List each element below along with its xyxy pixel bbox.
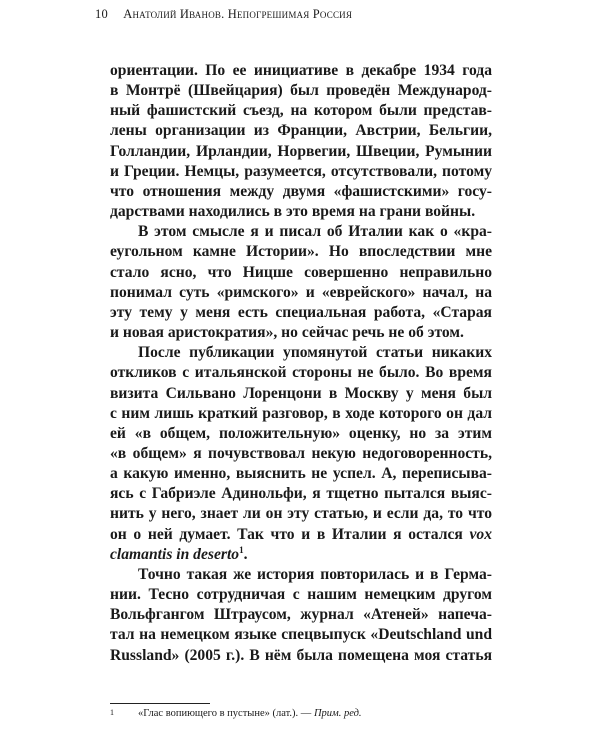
footnote-mark: 1: [110, 708, 114, 717]
text-line-content: После публикации упомянутой статьи никаких: [138, 344, 492, 362]
text-line: [110, 504, 492, 524]
text-line-content: ей «в общем, положительную» оценку, но за этим: [110, 424, 492, 442]
text-line: [110, 182, 492, 202]
text-line-content: он о ней думает. Так что и в Италии я остался: [110, 525, 470, 543]
punctuation: .: [243, 545, 248, 563]
running-title: Анатолий Иванов. Непогрешимая Россия: [123, 7, 353, 21]
text-line: [110, 323, 492, 343]
text-line: [110, 242, 492, 262]
text-line-content: визита Сильвано Лоренцони в Москву у меня был: [110, 384, 492, 402]
italic-latin-phrase: clamantis in deserto: [110, 545, 240, 563]
text-line: [110, 162, 492, 182]
text-line: [110, 545, 492, 565]
text-line-content: тал на немецком языке спецвыпуск «Deutschland und: [110, 626, 492, 644]
text-line-content: ориентации. По ее инициативе в декабре 1934 года: [110, 62, 492, 79]
text-line: [110, 283, 492, 303]
footnote: [110, 708, 362, 719]
text-line-content: Голландии, Ирландии, Норвегии, Швеции, Румынии: [110, 142, 492, 160]
text-line-content: лены организации из Франции, Австрии, Бельгии,: [110, 122, 492, 140]
text-line: [110, 625, 492, 645]
text-line-content: «в общем» я почувствовал некую недоговоренность,: [110, 444, 492, 462]
text-line-content: Russland» (2005 г.). В нём была помещена моя статья: [110, 646, 492, 664]
text-line-content: ный фашистский съезд, на котором были представ-: [110, 102, 492, 120]
text-line-content: эту тему у меня есть специальная работа, «Старая: [110, 303, 492, 321]
text-line-content: и новая аристократия», но сейчас речь не об этом.: [110, 324, 464, 342]
text-line: [110, 363, 492, 383]
text-line: [110, 484, 492, 504]
text-line-content: дарствами находились в это время на грани войны.: [110, 203, 476, 221]
text-line: [110, 61, 492, 81]
text-line: [110, 121, 492, 141]
text-line: [110, 605, 492, 625]
text-line-content: ясь с Габриэле Адинольфи, я тщетно пытался выяс-: [110, 485, 492, 503]
text-line-content: откликов с итальянской стороны не было. Во время: [110, 364, 492, 382]
text-line: [110, 464, 492, 484]
text-line: [110, 81, 492, 101]
footnote-editor-note: Прим. ред.: [313, 708, 362, 719]
text-line-content: нить у него, знает ли он эту статью, и если да, то что: [110, 505, 492, 523]
text-line: [110, 404, 492, 424]
footnote-divider: [110, 703, 210, 704]
text-line: [110, 565, 492, 585]
text-line: [110, 424, 492, 444]
text-line-content: понимал суть «римского» и «еврейского» начал, на: [110, 283, 492, 301]
text-line-content: стало ясно, что Ницше совершенно неправильно: [110, 263, 492, 281]
text-line: [110, 343, 492, 363]
text-line: [110, 384, 492, 404]
text-line-content: а какую именно, выяснить не успел. А, переписыва-: [110, 465, 492, 483]
text-line-content: Точно такая же история повторилась и в Герма-: [138, 565, 492, 583]
text-line: [110, 525, 492, 545]
italic-latin-phrase: vox: [469, 525, 492, 543]
body-text: [110, 61, 492, 666]
text-line-content: еугольном камне Истории». Но впоследствии мне: [110, 243, 492, 261]
text-line: [110, 142, 492, 162]
page-number: 10: [95, 7, 108, 21]
text-line-content: что отношения между двумя «фашистскими» госу-: [110, 182, 492, 200]
running-header: [95, 7, 352, 22]
text-line: [110, 303, 492, 323]
text-line-content: в Монтрё (Швейцария) был проведён Международ-: [110, 82, 492, 100]
text-line: [110, 222, 492, 242]
text-line: [110, 585, 492, 605]
text-line: [110, 101, 492, 121]
text-line: [110, 444, 492, 464]
footnote-reference[interactable]: 1: [239, 544, 244, 555]
text-line-content: и Греции. Немцы, разумеется, отсутствовали, потому: [110, 162, 492, 180]
text-line-content: Вольфгангом Штраусом, журнал «Атеней» напеча-: [110, 606, 492, 624]
text-line: [110, 202, 492, 222]
text-line: [110, 263, 492, 283]
text-line-content: с ним лишь краткий разговор, в ходе которого он дал: [110, 404, 492, 422]
text-line-content: нии. Тесно сотрудничая с нашим немецким другом: [110, 586, 492, 604]
footnote-text: «Глас вопиющего в пустыне» (лат.). —: [138, 708, 314, 719]
text-line: [110, 646, 492, 666]
text-line-content: В этом смысле я и писал об Италии как о «кра-: [138, 223, 492, 241]
